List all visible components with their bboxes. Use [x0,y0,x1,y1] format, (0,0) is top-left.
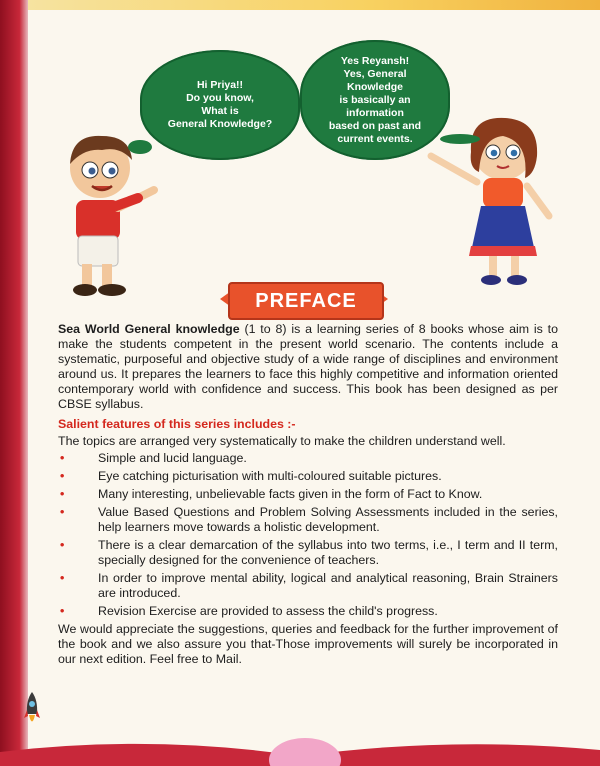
feature-text: Eye catching picturisation with multi-coloured suitable pictures. [98,469,442,483]
series-name: Sea World General knowledge [58,322,240,336]
boy-speech-bubble [140,50,300,160]
feature-text: Simple and lucid language. [98,451,247,465]
feature-text: Revision Exercise are provided to assess the child's progress. [98,604,438,618]
bottom-decorative-band [0,730,600,766]
boy-speech-line: What is [201,105,239,117]
boy-speech-line: Do you know, [186,92,254,104]
girl-speech-line: information [346,106,404,119]
girl-speech-line: current events. [337,132,413,145]
boy-speech-line: General Knowledge? [167,118,273,130]
girl-speech-line: Yes Reyansh! [340,54,410,67]
list-item [58,487,558,502]
bullet-icon: • [60,604,65,618]
top-band [28,0,600,10]
bullet-icon: • [60,469,65,483]
preface-heading-box [228,282,384,320]
feature-text: Value Based Questions and Problem Solving Assessments included in the series, help learners move towards a holistic development. [98,505,558,534]
girl-bubble-tail [440,134,480,144]
closing-paragraph: We would appreciate the suggestions, queries and feedback for the further improvement of the book and we also assure you that-Those improvements will surely be incorporated in our next edition. Feel free to Mail. [58,622,558,666]
page-title: PREFACE [255,289,357,312]
intro-text: (1 to 8) is a learning series of 8 books whose aim is to make the students competent in the present world scenario. The contents include a systematic, purposeful and objective study of a wide range of disciplines and environment around us. It prepares the learners to face this highly competitive and information oriented contemporary world with confidence and success. This book has been designed as per CBSE syllabus. [58,322,558,411]
girl-speech-bubble [300,40,450,160]
bullet-icon: • [60,451,65,465]
bullet-icon: • [60,487,65,501]
bullet-icon: • [60,571,65,585]
list-item [58,571,558,601]
rocket-icon [24,690,40,730]
lead-line: The topics are arranged very systematically to make the children understand well. [58,434,506,448]
list-item [58,505,558,535]
preface-body [58,322,558,667]
girl-speech-line: is basically an [339,93,411,106]
boy-speech-line: Hi Priya!! [196,79,244,91]
list-item [58,538,558,568]
boy-bubble-tail [128,140,152,154]
boy-character-illustration [58,128,168,303]
intro-paragraph [58,322,558,412]
page-spine [0,0,28,766]
feature-text: There is a clear demarcation of the syllabus into two terms, i.e., I term and II term, specially designed for the convenience of teachers. [98,538,558,567]
salient-features-heading: Salient features of this series includes :- [58,417,296,431]
bullet-icon: • [60,505,65,519]
girl-speech-line: Yes, General Knowledge [343,67,407,93]
list-item [58,451,558,466]
list-item [58,604,558,619]
preface-heading-banner [220,279,388,319]
bullet-icon: • [60,538,65,552]
feature-text: In order to improve mental ability, logical and analytical reasoning, Brain Strainers are introduced. [98,571,558,600]
girl-speech-line: based on past and [328,119,422,132]
feature-text: Many interesting, unbelievable facts given in the form of Fact to Know. [98,487,483,501]
features-list [58,451,558,619]
list-item [58,469,558,484]
